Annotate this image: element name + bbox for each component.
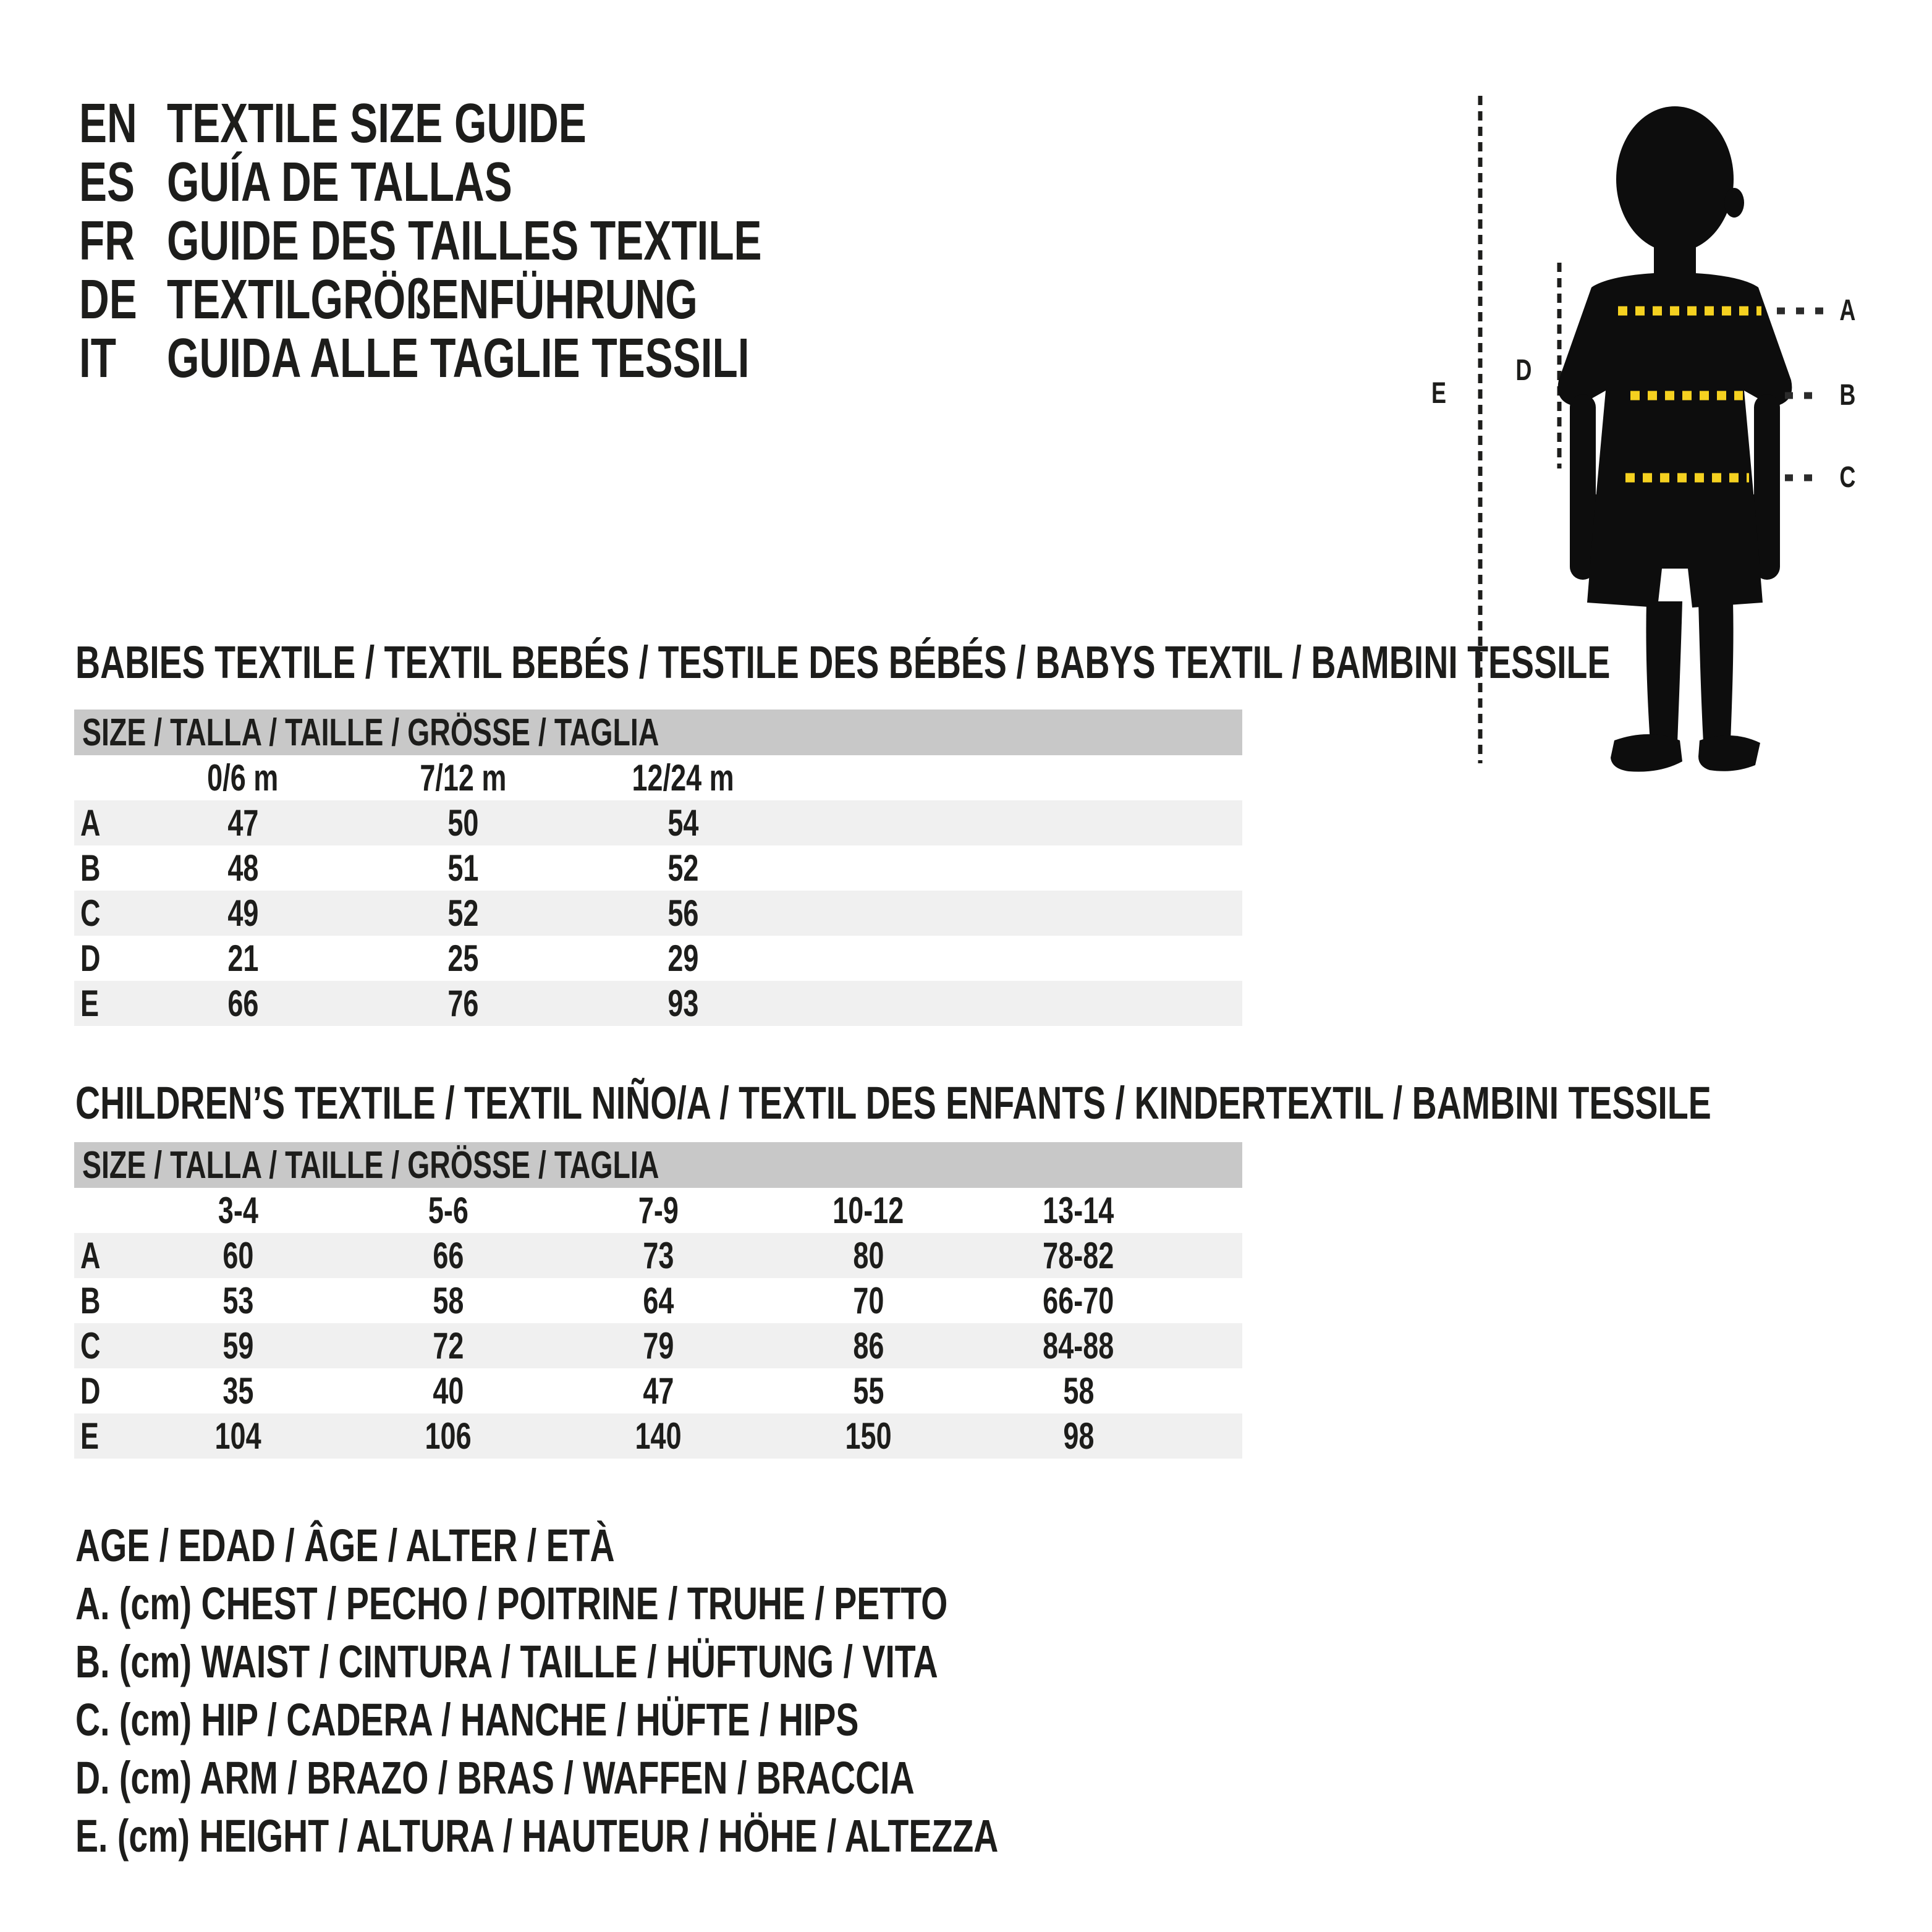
row-label: [74, 1370, 133, 1412]
legend-chest: [75, 1574, 1306, 1632]
legend-text: B. (cm) WAIST / CINTURA / TAILLE / HÜFTUNG / VITA: [75, 1635, 938, 1687]
lang-title-text: TEXTILE SIZE GUIDE: [167, 93, 587, 155]
cell-text: 104: [214, 1415, 261, 1457]
cell-text: 98: [1062, 1415, 1095, 1457]
cell-text: 53: [222, 1280, 254, 1321]
cell-text: 52: [667, 847, 699, 889]
cell-text: 59: [222, 1325, 254, 1366]
cell: [763, 1370, 973, 1412]
cell: [973, 1234, 1184, 1277]
babies-size-header-text: SIZE / TALLA / TAILLE / GRÖSSE / TAGLIA: [82, 711, 659, 754]
column-header: [553, 1189, 763, 1232]
lang-code-text: ES: [79, 151, 135, 213]
cell: [763, 1324, 973, 1367]
row-label: [74, 1279, 133, 1322]
column-header: [763, 1189, 973, 1232]
row-label-text: A: [80, 1235, 101, 1276]
row-label: [74, 802, 133, 844]
cell-text: 106: [425, 1415, 472, 1457]
row-label: [74, 1415, 133, 1457]
row-label: [74, 1234, 133, 1277]
legend-arm: [75, 1748, 1306, 1807]
lang-code-text: EN: [79, 93, 137, 155]
lang-code-text: IT: [79, 328, 116, 389]
cell: [573, 892, 793, 934]
cell: [353, 847, 573, 889]
cell-text: 56: [667, 892, 699, 934]
cell: [973, 1415, 1184, 1457]
children-title-text: CHILDREN’S TEXTILE / TEXTIL NIÑO/A / TEXTIL DES ENFANTS / KINDERTEXTIL / BAMBINI TESSILE: [75, 1077, 1711, 1129]
lang-code: [79, 151, 167, 214]
row-label: [74, 892, 133, 934]
cell-text: 64: [642, 1280, 674, 1321]
row-label-text: C: [80, 892, 101, 934]
lang-title: [167, 92, 726, 156]
cell: [133, 802, 353, 844]
row-label-text: D: [80, 938, 101, 979]
cell: [553, 1324, 763, 1367]
cell: [573, 937, 793, 980]
legend-text: E. (cm) HEIGHT / ALTURA / HAUTEUR / HÖHE / ALTEZZA: [75, 1810, 999, 1862]
legend-text: C. (cm) HIP / CADERA / HANCHE / HÜFTE / HIPS: [75, 1693, 859, 1745]
cell: [353, 892, 573, 934]
cell: [343, 1370, 553, 1412]
cell: [133, 1415, 343, 1457]
cell-text: 50: [447, 802, 479, 844]
cell: [133, 892, 353, 934]
cell-text: 47: [227, 802, 259, 844]
cell: [573, 847, 793, 889]
label-height-e: [1429, 375, 1449, 412]
cell-text: 60: [222, 1235, 254, 1276]
cell-text: 72: [432, 1325, 464, 1366]
cell: [133, 982, 353, 1025]
cell: [133, 1370, 343, 1412]
cell-text: 79: [642, 1325, 674, 1366]
children-size-header-text: SIZE / TALLA / TAILLE / GRÖSSE / TAGLIA: [82, 1143, 659, 1187]
cell: [553, 1234, 763, 1277]
table-row: [74, 1368, 1242, 1413]
column-header-text: 13-14: [1043, 1190, 1114, 1231]
legend-hip: [75, 1690, 1306, 1748]
cell: [763, 1415, 973, 1457]
row-label: [74, 937, 133, 980]
legend-text: A. (cm) CHEST / PECHO / POITRINE / TRUHE / PETTO: [75, 1577, 948, 1629]
column-header: [133, 756, 353, 799]
row-label: [74, 847, 133, 889]
column-header-text: 5-6: [428, 1190, 468, 1231]
cell-text: 40: [432, 1370, 464, 1412]
cell-text: 52: [447, 892, 479, 934]
cell: [353, 982, 573, 1025]
cell: [133, 1279, 343, 1322]
cell: [763, 1234, 973, 1277]
column-header-text: 7/12 m: [419, 757, 507, 799]
cell: [353, 937, 573, 980]
language-header: [79, 95, 960, 388]
measurement-legend: [75, 1516, 1306, 1865]
label-b-text: B: [1839, 379, 1856, 412]
legend-age: [75, 1516, 1306, 1574]
cell-text: 93: [667, 983, 699, 1024]
row-label-text: C: [80, 1325, 101, 1366]
table-row: [74, 1233, 1242, 1278]
column-header: [343, 1189, 553, 1232]
column-header: [973, 1189, 1184, 1232]
cell: [133, 1324, 343, 1367]
row-label-text: E: [80, 1415, 100, 1457]
table-row: [74, 891, 1242, 936]
cell: [573, 802, 793, 844]
cell: [343, 1324, 553, 1367]
cell-text: 84-88: [1043, 1325, 1114, 1366]
legend-text: AGE / EDAD / ÂGE / ALTER / ETÀ: [75, 1519, 615, 1571]
cell-text: 25: [447, 938, 479, 979]
row-label-text: B: [80, 1280, 101, 1321]
table-row: [74, 800, 1242, 845]
lang-row-es: [79, 153, 960, 212]
children-table: [74, 1142, 1242, 1459]
cell-text: 51: [447, 847, 479, 889]
cell: [573, 982, 793, 1025]
cell-text: 58: [1062, 1370, 1095, 1412]
label-a-text: A: [1839, 294, 1856, 327]
label-d-text: D: [1515, 354, 1532, 387]
table-row: [74, 845, 1242, 891]
lang-code-text: DE: [79, 269, 137, 331]
cell-text: 21: [227, 938, 259, 979]
lang-row-en: [79, 95, 960, 153]
cell: [343, 1234, 553, 1277]
label-chest-a: [1837, 292, 1858, 329]
babies-size-header-bar: [74, 710, 1242, 755]
cell-text: 66: [227, 983, 259, 1024]
table-row: [74, 1413, 1242, 1459]
lang-title: [167, 210, 960, 273]
lang-title-text: GUÍA DE TALLAS: [167, 151, 512, 213]
row-label-text: B: [80, 847, 101, 889]
cell: [553, 1370, 763, 1412]
label-waist-b: [1837, 377, 1858, 414]
cell-text: 80: [852, 1235, 884, 1276]
column-header-text: 3-4: [218, 1190, 258, 1231]
column-header-text: 12/24 m: [632, 757, 734, 799]
lang-row-it: [79, 329, 960, 388]
column-header-text: 0/6 m: [207, 757, 279, 799]
babies-column-header-row: [74, 755, 1242, 800]
babies-table: [74, 710, 1242, 1026]
column-header: [573, 756, 793, 799]
cell-text: 55: [852, 1370, 884, 1412]
legend-height: [75, 1807, 1306, 1865]
table-row: [74, 936, 1242, 981]
row-label: [74, 1324, 133, 1367]
cell: [763, 1279, 973, 1322]
label-hip-c: [1837, 459, 1858, 496]
cell-text: 73: [642, 1235, 674, 1276]
label-c-text: C: [1839, 461, 1856, 494]
cell-text: 54: [667, 802, 699, 844]
cell-text: 58: [432, 1280, 464, 1321]
legend-text: D. (cm) ARM / BRAZO / BRAS / WAFFEN / BRACCIA: [75, 1752, 915, 1803]
column-header-text: 7-9: [638, 1190, 679, 1231]
children-column-header-row: [74, 1188, 1242, 1233]
lang-code: [79, 268, 167, 332]
table-row: [74, 1278, 1242, 1323]
cell-text: 76: [447, 983, 479, 1024]
column-header: [133, 1189, 343, 1232]
label-e-text: E: [1431, 377, 1447, 410]
lang-code: [79, 92, 167, 156]
lang-title-text: GUIDE DES TAILLES TEXTILE: [167, 210, 762, 272]
cell: [973, 1370, 1184, 1412]
lang-row-fr: [79, 212, 960, 271]
cell-text: 47: [642, 1370, 674, 1412]
column-header-text: 10-12: [833, 1190, 904, 1231]
cell: [343, 1415, 553, 1457]
children-size-header-bar: [74, 1142, 1242, 1188]
cell-text: 66-70: [1043, 1280, 1114, 1321]
lang-title: [167, 151, 627, 214]
children-table-title: [75, 1078, 1932, 1128]
lang-title: [167, 268, 875, 332]
cell: [973, 1324, 1184, 1367]
cell-text: 29: [667, 938, 699, 979]
cell-text: 66: [432, 1235, 464, 1276]
cell-text: 48: [227, 847, 259, 889]
lang-row-de: [79, 271, 960, 329]
cell-text: 70: [852, 1280, 884, 1321]
cell-text: 86: [852, 1325, 884, 1366]
cell: [973, 1279, 1184, 1322]
lang-code: [79, 210, 167, 273]
column-header: [353, 756, 573, 799]
lang-code: [79, 327, 167, 391]
row-label-text: D: [80, 1370, 101, 1412]
cell: [133, 1234, 343, 1277]
cell-text: 78-82: [1043, 1235, 1114, 1276]
lang-title-text: TEXTILGRÖßENFÜHRUNG: [167, 269, 698, 331]
cell: [133, 937, 353, 980]
lang-title: [167, 327, 944, 391]
table-row: [74, 1323, 1242, 1368]
lang-title-text: GUIDA ALLE TAGLIE TESSILI: [167, 328, 750, 389]
row-label-text: E: [80, 983, 100, 1024]
row-label-text: A: [80, 802, 101, 844]
babies-title-text: BABIES TEXTILE / TEXTIL BEBÉS / TESTILE DES BÉBÉS / BABYS TEXTIL / BAMBINI TESSILE: [75, 637, 1611, 688]
cell: [353, 802, 573, 844]
cell-text: 140: [635, 1415, 682, 1457]
cell: [553, 1415, 763, 1457]
cell: [133, 847, 353, 889]
label-arm-d: [1513, 352, 1535, 389]
row-label: [74, 982, 133, 1025]
table-row: [74, 981, 1242, 1026]
cell-text: 150: [845, 1415, 892, 1457]
cell-text: 49: [227, 892, 259, 934]
cell: [553, 1279, 763, 1322]
cell-text: 35: [222, 1370, 254, 1412]
lang-code-text: FR: [79, 210, 135, 272]
cell: [343, 1279, 553, 1322]
babies-table-title: [75, 638, 1932, 687]
legend-waist: [75, 1632, 1306, 1690]
